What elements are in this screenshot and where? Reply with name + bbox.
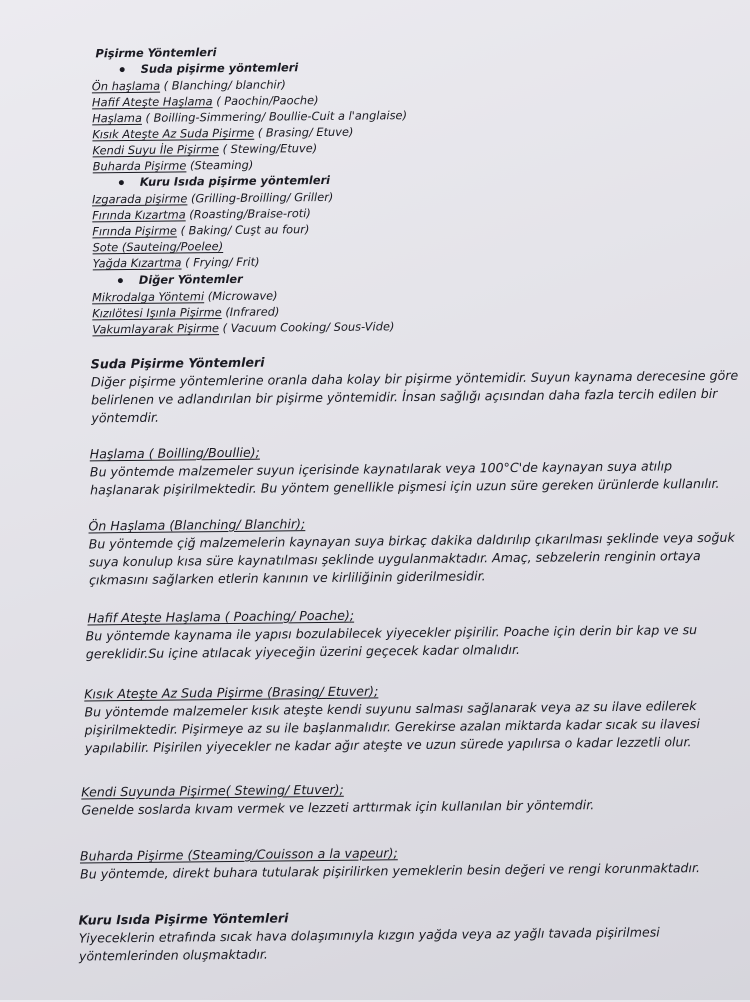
paragraph-line: Bu yöntemde kaynama ile yapısı bozulabilecek yiyecekler pişirilir. Poache için derin bir kap ve su [85, 622, 698, 644]
toc-item: Kısık Ateşte Az Suda Pişirme ( Brasing/ Etuve) [92, 124, 354, 142]
paragraph-line: haşlanarak pişirilmektedir. Bu yöntem genellikle pişmesi için uzun süre gereken ürünlerde kullanılır. [89, 475, 720, 498]
paragraph-line: Bu yöntemde, direkt buhara tutularak pişirilirken yemeklerin besin değeri ve rengi korunmaktadır. [80, 860, 701, 882]
section-heading: Buharda Pişirme (Steaming/Couisson a la vapeur); [79, 845, 398, 864]
toc-group-heading: Diğer Yöntemler [118, 271, 243, 288]
paragraph-line: Bu yöntemde malzemeler suyun içerisinde kaynatılarak veya 100°C'de kaynayan suya atılıp [89, 458, 673, 480]
toc-item: Fırında Kızartma (Roasting/Braise-roti) [92, 206, 311, 223]
toc-group-heading: Kuru Isıda pişirme yöntemleri [119, 172, 330, 190]
paragraph-line: yöntemdir. [91, 409, 160, 426]
section-heading: Kısık Ateşte Az Suda Pişirme (Brasing/ Etuver); [84, 683, 379, 702]
paragraph-line: Diğer pişirme yöntemlerine oranla daha kolay bir pişirme yöntemidir. Suyun kaynama derecesine göre [90, 367, 739, 390]
bullet-icon [118, 278, 123, 283]
toc-item: Fırında Pişirme ( Baking/ Cuşt au four) [92, 222, 310, 239]
toc-item: Vakumlayarak Pişirme ( Vacuum Cooking/ Sous-Vide) [92, 319, 395, 337]
paragraph-line: Genelde soslarda kıvam vermek ve lezzeti arttırmak için kullanılan bir yöntemdir. [81, 797, 595, 818]
section-heading: Haşlama ( Boilling/Boullie); [89, 444, 260, 462]
toc-title: Pişirme Yöntemleri [95, 45, 217, 61]
paragraph-line: yöntemlerinden oluşmaktadır. [78, 946, 268, 964]
paragraph-line: yapılabilir. Pişirilen yiyecekler ne kadar ağır ateşte ve uzun sürede yapılırsa o kadar lezzetli olur. [84, 734, 692, 756]
toc-group-heading: Suda pişirme yöntemleri [120, 59, 299, 77]
section-heading: Hafif Ateşte Haşlama ( Poaching/ Poache); [87, 607, 355, 626]
paragraph-line: Bu yöntemde malzemeler kısık ateşte kendi suyunu salması sağlanarak veya az su ilave edilerek [84, 698, 697, 720]
paragraph-line: Yiyeceklerin etrafında sıcak hava dolaşımınıyla kızgın yağda veya az yağlı tavada pişirilmesi [78, 924, 660, 946]
toc-item: Haşlama ( Boilling-Simmering/ Boullie-Cuit a l'anglaise) [92, 108, 408, 126]
section-heading: Ön Haşlama (Blanching/ Blanchir); [88, 516, 306, 534]
paragraph-line: çıkmasını sağlarken etlerin kanının ve kirliliğinin giderilmesidir. [88, 568, 486, 588]
toc-item: Hafif Ateşte Haşlama ( Paochin/Paoche) [91, 93, 319, 110]
toc-item: Kızılötesi Işınla Pişirme (Infrared) [92, 304, 280, 321]
paragraph-line: pişirilmektedir. Pişirmeye az su ile başlanmalıdır. Gerekirse azalan miktarda kadar sıcak su ilavesi [84, 716, 701, 738]
toc-item: Buharda Pişirme (Steaming) [92, 157, 254, 174]
section-heading: Kuru Isıda Pişirme Yöntemleri [78, 910, 289, 928]
paragraph-line: belirlenen ve adlandırılan bir pişirme yöntemidir. İnsan sağlığı açısından daha fazla tercih edilen bir [91, 385, 718, 408]
toc-item: Ön haşlama ( Blanching/ blanchir) [91, 77, 286, 94]
section-heading: Suda Pişirme Yöntemleri [90, 354, 265, 372]
toc-item: Yağda Kızartma ( Frying/ Frit) [92, 254, 260, 271]
toc-item: Mikrodalga Yöntemi (Microwave) [91, 288, 278, 305]
section-heading: Kendi Suyunda Pişirme( Stewing/ Etuver); [81, 781, 344, 800]
bullet-icon [119, 180, 124, 185]
toc [0, 0, 749, 337]
toc-item: Izgarada pişirme (Grilling-Broilling/ Griller) [91, 189, 334, 207]
bullet-icon [120, 67, 125, 72]
paragraph-line: suya konulup kısa süre kaynatılması şeklinde uygulanmaktadır. Amaç, sebzelerin renginin ortaya [88, 548, 701, 570]
paragraph-line: Bu yöntemde çiğ malzemelerin kaynayan suya birkaç dakika daldırılıp çıkarılması şeklinde veya soğuk [88, 529, 735, 552]
paragraph-line: gereklidir.Su içine atılacak yiyeceğin üzerini geçecek kadar olmalıdır. [85, 641, 521, 662]
toc-item: Kendi Suyu İle Pişirme ( Stewing/Etuve) [92, 141, 318, 158]
toc-item: Sote (Sauteing/Poelee) [92, 239, 224, 255]
